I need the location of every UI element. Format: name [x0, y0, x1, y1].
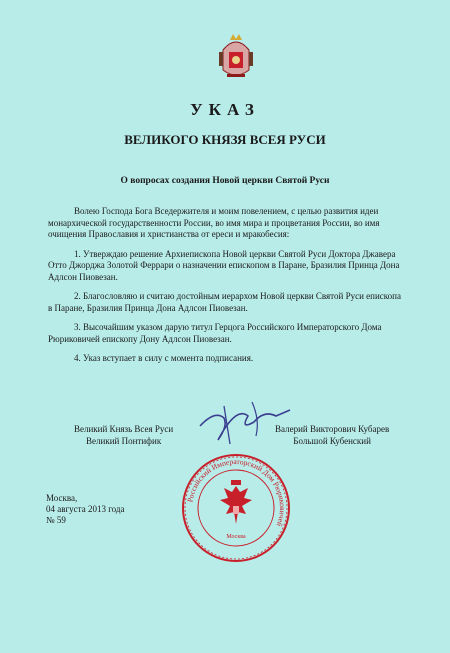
coat-of-arms-icon: [215, 30, 257, 80]
page-subtitle: ВЕЛИКОГО КНЯЗЯ ВСЕЯ РУСИ: [124, 132, 326, 147]
clause-1: 1. Утверждаю решение Архиепископа Новой церкви Святой Руси Доктора Джавера Отто Джорджа Золотой Феррари о назначении епископом в Паране, Бразилия Принца Дона Адлсон Пиовезан.: [48, 248, 400, 282]
clause-2: 2. Благословляю и считаю достойным иерархом Новой церкви Святой Руси епископа в Паране, Бразилия Принца Дона Адлсон Пиовезан.: [48, 291, 401, 313]
preamble-paragraph: Волею Господа Бога Вседержителя и моим повелением, с целью развития идеи монархической государственности России, во имя мира и процветания России, во имя очищения Православия и христианства от ереси и мракобесия:: [48, 206, 380, 239]
decree-body: [48, 206, 406, 373]
decree-number: № 59: [46, 515, 66, 525]
decree-subject: О вопросах создания Новой церкви Святой Руси: [120, 176, 330, 186]
signatory-name: Валерий Викторович Кубарев: [275, 424, 390, 434]
seal-city-text: Москва: [226, 534, 246, 540]
clause-3: 3. Высочайшим указом дарую титул Герцога Российского Императорского Дома Рюриковичей епископу Дону Адлсон Пиовезан.: [48, 322, 382, 344]
seal-eagle-icon: [220, 480, 252, 524]
signatory-title: Большой Кубенский: [293, 436, 371, 446]
clause-4: 4. Указ вступает в силу с момента подписания.: [74, 353, 254, 363]
decree-city: Москва,: [46, 493, 78, 503]
decree-date: 04 августа 2013 года: [46, 504, 125, 514]
place-date-number: [46, 493, 125, 526]
official-seal: [180, 452, 292, 564]
seal-ring-text: Российский Императорский Дом Рюриковичей: [185, 456, 288, 528]
signatory-title-block: [74, 423, 173, 447]
signatory-title-line1: Великий Князь Всея Руси: [74, 424, 174, 434]
page-title: УКАЗ: [190, 100, 260, 119]
signatory-title-line2: Великий Понтифик: [86, 436, 162, 446]
signatory-name-block: [275, 423, 389, 447]
